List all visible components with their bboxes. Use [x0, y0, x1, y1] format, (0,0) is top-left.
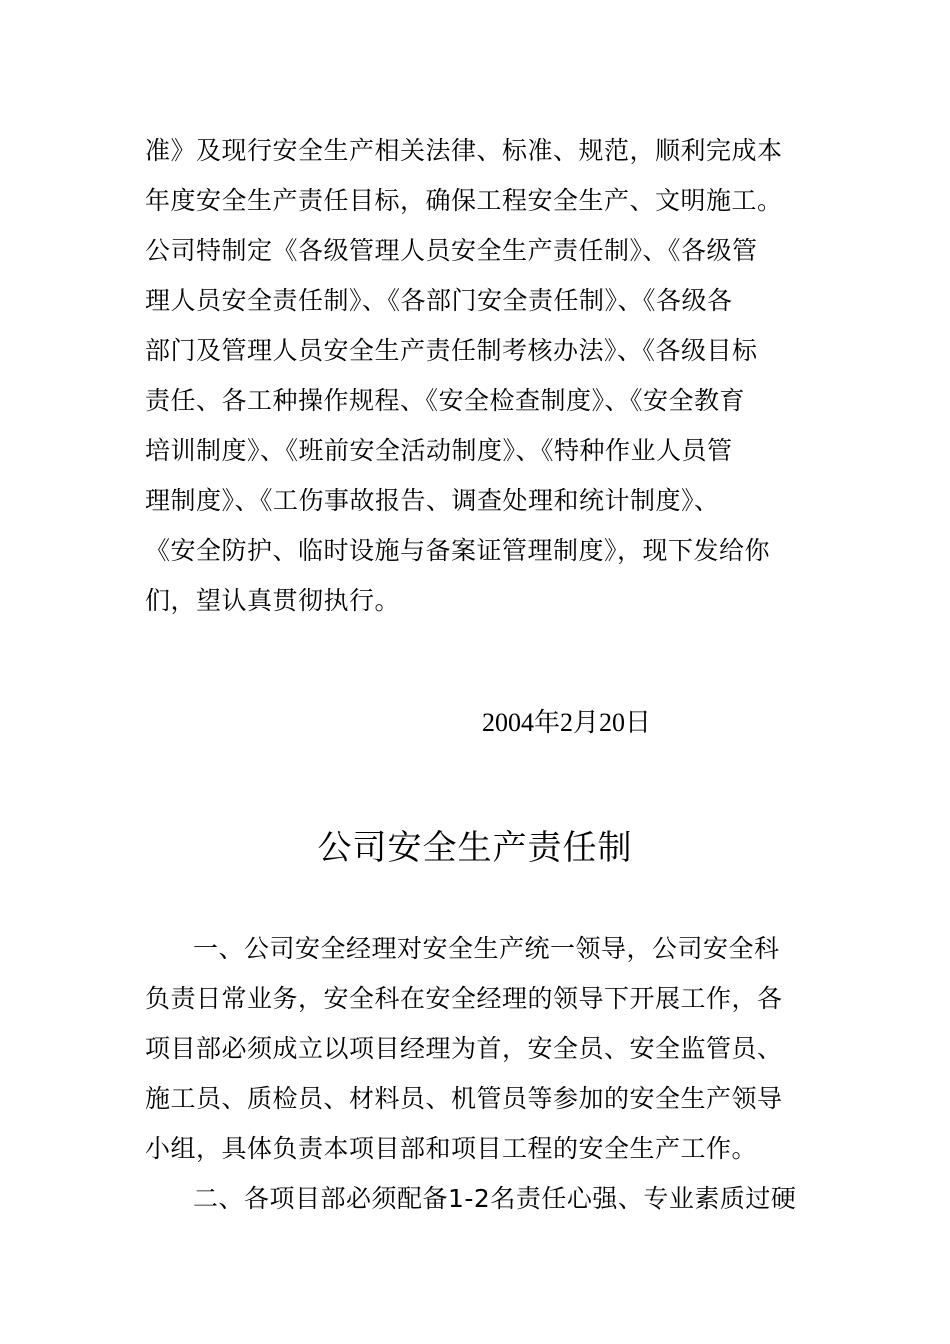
section-line-1: 一、公司安全经理对安全生产统一领导，公司安全科	[193, 934, 780, 963]
intro-line-2: 年度安全生产责任目标，确保工程安全生产、文明施工。	[145, 186, 783, 215]
section-line-6: 二、各项目部必须配备1-2名责任心强、专业素质过硬	[193, 1184, 797, 1213]
intro-line-8: 理制度》、《工伤事故报告、调查处理和统计制度》、	[145, 486, 720, 515]
section-line-5: 小组，具体负责本项目部和项目工程的安全生产工作。	[145, 1134, 758, 1163]
intro-line-5: 部门及管理人员安全生产责任制考核办法》、《各级目标	[145, 336, 758, 365]
intro-line-7: 培训制度》、《班前安全活动制度》、《特种作业人员管	[145, 436, 733, 465]
intro-line-9: 《安全防护、临时设施与备案证管理制度》，现下发给你	[145, 536, 771, 565]
intro-line-1: 准》及现行安全生产相关法律、标准、规范，顺利完成本	[145, 136, 783, 165]
intro-line-10: 们，望认真贯彻执行。	[145, 586, 401, 615]
intro-line-6: 责任、各工种操作规程、《安全检查制度》、《安全教育	[145, 386, 746, 415]
section-heading: 公司安全生产责任制	[317, 828, 633, 868]
intro-line-4: 理人员安全责任制》、《各部门安全责任制》、《各级各	[145, 286, 733, 315]
section-line-4: 施工员、质检员、材料员、机管员等参加的安全生产领导	[145, 1084, 783, 1113]
section-line-2: 负责日常业务，安全科在安全经理的领导下开展工作，各	[145, 984, 783, 1013]
section-line-3: 项目部必须成立以项目经理为首，安全员、安全监管员、	[145, 1034, 783, 1063]
intro-line-3: 公司特制定《各级管理人员安全生产责任制》、《各级管	[145, 236, 758, 265]
document-date: 2004年2月20日	[482, 708, 652, 737]
